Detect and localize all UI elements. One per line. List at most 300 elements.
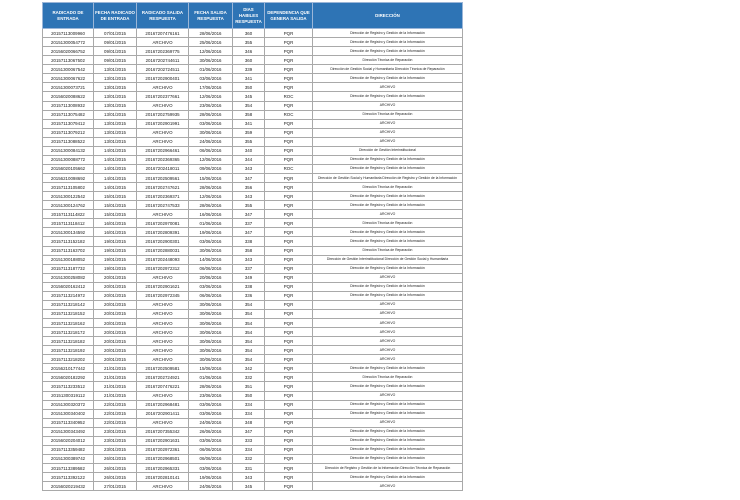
table-row [43, 192, 463, 201]
direccion-cell: ARCHIVO [313, 337, 463, 346]
dias-habiles-cell: 349 [233, 273, 265, 282]
dependencia-cell: PQR [265, 300, 313, 309]
radicado-salida-cell: ARCHIVO [137, 38, 189, 47]
dias-habiles-cell: 343 [233, 473, 265, 482]
radicado-entrada-cell: 20157113187732 [43, 264, 94, 273]
dependencia-cell: PQR [265, 128, 313, 137]
fecha-salida-cell: 30/06/2016 [189, 355, 233, 364]
direccion-cell: ARCHIVO [313, 346, 463, 355]
fecha-salida-cell: 03/06/2016 [189, 119, 233, 128]
table-row [43, 155, 463, 164]
dependencia-cell: PQR [265, 482, 313, 491]
table-row [43, 282, 463, 291]
table-row [43, 454, 463, 463]
dias-habiles-cell: 356 [233, 183, 265, 192]
fecha-entrada-cell: 26/01/2015 [94, 464, 137, 473]
header-fecha-radicado: FECHA RADICADO DE ENTRADA [94, 3, 137, 29]
table-row [43, 210, 463, 219]
table-row [43, 364, 463, 373]
radicado-entrada-cell: 20151300188052 [43, 255, 94, 264]
radicado-entrada-cell: 20157113218202 [43, 355, 94, 364]
table-row [43, 246, 463, 255]
table-row [43, 137, 463, 146]
dias-habiles-cell: 350 [233, 391, 265, 400]
radicado-salida-cell: 20167202968481 [137, 400, 189, 409]
table-row [43, 110, 463, 119]
table-row [43, 337, 463, 346]
fecha-entrada-cell: 16/01/2015 [94, 228, 137, 237]
dias-habiles-cell: 354 [233, 309, 265, 318]
dependencia-cell: ROC [265, 110, 313, 119]
direccion-cell: ARCHIVO [313, 128, 463, 137]
header-fecha-salida: FECHA SALIDA RESPUESTA [189, 3, 233, 29]
direccion-cell: ARCHIVO [313, 119, 463, 128]
radicado-salida-cell: 20167202418011 [137, 164, 189, 173]
fecha-salida-cell: 12/06/2016 [189, 192, 233, 201]
fecha-entrada-cell: 14/01/2015 [94, 174, 137, 183]
radicado-entrada-cell: 20157113009960 [43, 29, 94, 38]
radicado-entrada-cell: 20157113392122 [43, 473, 94, 482]
table-row [43, 47, 463, 56]
radicado-salida-cell: 20167202880031 [137, 246, 189, 255]
table-row [43, 101, 463, 110]
dependencia-cell: PQR [265, 83, 313, 92]
radicado-entrada-cell: 20156020204012 [43, 436, 94, 445]
fecha-entrada-cell: 20/01/2015 [94, 337, 137, 346]
radicado-salida-cell: 20167202901621 [137, 282, 189, 291]
radicado-salida-cell: 20167202968501 [137, 454, 189, 463]
dias-habiles-cell: 334 [233, 409, 265, 418]
radicado-salida-cell: ARCHIVO [137, 355, 189, 364]
radicado-entrada-cell: 20157113079212 [43, 128, 94, 137]
direccion-cell: Dirección de Registro y Gestión de la Información [313, 473, 463, 482]
table-row [43, 400, 463, 409]
table-row [43, 309, 463, 318]
radicado-entrada-cell: 20156210098692 [43, 174, 94, 183]
fecha-entrada-cell: 20/01/2015 [94, 328, 137, 337]
fecha-salida-cell: 03/06/2016 [189, 464, 233, 473]
radicado-salida-cell: 20167202369365 [137, 155, 189, 164]
dependencia-cell: PQR [265, 65, 313, 74]
direccion-cell: Dirección de Registro y Gestión de la Información [313, 92, 463, 101]
fecha-salida-cell: 25/06/2016 [189, 38, 233, 47]
table-row [43, 464, 463, 473]
direccion-cell: ARCHIVO [313, 355, 463, 364]
dependencia-cell: PQR [265, 101, 313, 110]
radicado-salida-cell: 20167207355342 [137, 427, 189, 436]
direccion-cell: Dirección de Registro y Gestión de la Información [313, 445, 463, 454]
radicado-salida-cell: 20167207476161 [137, 29, 189, 38]
radicado-salida-cell: 20167202509581 [137, 364, 189, 373]
radicado-salida-cell: 20167202377661 [137, 92, 189, 101]
table-row [43, 482, 463, 491]
fecha-entrada-cell: 27/01/2015 [94, 482, 137, 491]
radicado-entrada-cell: 20157113218142 [43, 300, 94, 309]
table-row [43, 74, 463, 83]
radicado-entrada-cell: 20157113218162 [43, 319, 94, 328]
radicado-entrada-cell: 20156020066752 [43, 47, 94, 56]
fecha-salida-cell: 19/06/2016 [189, 228, 233, 237]
radicado-salida-cell: ARCHIVO [137, 337, 189, 346]
fecha-salida-cell: 30/06/2016 [189, 319, 233, 328]
table-row [43, 38, 463, 47]
dias-habiles-cell: 347 [233, 427, 265, 436]
direccion-cell: Dirección de Registro y Gestión de la Información [313, 201, 463, 210]
dias-habiles-cell: 360 [233, 56, 265, 65]
dependencia-cell: PQR [265, 155, 313, 164]
direccion-cell: Dirección de Registro y Gestión de la Información Dirección Técnica de Reparación [313, 464, 463, 473]
radicado-entrada-cell: 20157113218172 [43, 328, 94, 337]
dias-habiles-cell: 342 [233, 364, 265, 373]
dependencia-cell: PQR [265, 174, 313, 183]
dependencia-cell: PQR [265, 346, 313, 355]
fecha-salida-cell: 12/06/2016 [189, 92, 233, 101]
direccion-cell: Dirección de Registro y Gestión de la Información [313, 74, 463, 83]
fecha-entrada-cell: 20/01/2015 [94, 346, 137, 355]
table-row [43, 65, 463, 74]
fecha-salida-cell: 24/06/2016 [189, 482, 233, 491]
dependencia-cell: PQR [265, 319, 313, 328]
radicado-salida-cell: 20167202901631 [137, 436, 189, 445]
direccion-cell: Dirección Técnica de Reparación [313, 183, 463, 192]
fecha-salida-cell: 06/06/2016 [189, 291, 233, 300]
dependencia-cell: PQR [265, 137, 313, 146]
radicado-salida-cell: 20167202369371 [137, 192, 189, 201]
dias-habiles-cell: 339 [233, 65, 265, 74]
dias-habiles-cell: 354 [233, 300, 265, 309]
table-row [43, 445, 463, 454]
dias-habiles-cell: 345 [233, 92, 265, 101]
radicado-entrada-cell: 20151300073721 [43, 83, 94, 92]
fecha-salida-cell: 30/06/2016 [189, 328, 233, 337]
fecha-salida-cell: 26/06/2016 [189, 427, 233, 436]
fecha-entrada-cell: 13/01/2015 [94, 65, 137, 74]
fecha-entrada-cell: 22/01/2015 [94, 400, 137, 409]
fecha-salida-cell: 24/06/2016 [189, 418, 233, 427]
fecha-salida-cell: 30/06/2016 [189, 128, 233, 137]
dependencia-cell: ROC [265, 92, 313, 101]
fecha-salida-cell: 30/06/2016 [189, 337, 233, 346]
fecha-entrada-cell: 26/01/2015 [94, 473, 137, 482]
dias-habiles-cell: 343 [233, 255, 265, 264]
direccion-cell: Dirección de Registro y Gestión de la Información [313, 364, 463, 373]
dependencia-cell: PQR [265, 219, 313, 228]
fecha-salida-cell: 28/06/2016 [189, 110, 233, 119]
table-row [43, 83, 463, 92]
radicado-salida-cell: ARCHIVO [137, 482, 189, 491]
table-row [43, 382, 463, 391]
radicado-salida-cell: 20167202744611 [137, 56, 189, 65]
table-row [43, 409, 463, 418]
table-header [43, 3, 463, 29]
radicado-entrada-cell: 20151300134592 [43, 228, 94, 237]
dependencia-cell: PQR [265, 183, 313, 192]
fecha-entrada-cell: 19/01/2015 [94, 237, 137, 246]
radicado-entrada-cell: 20157113067502 [43, 56, 94, 65]
dependencia-cell: PQR [265, 282, 313, 291]
fecha-salida-cell: 06/06/2016 [189, 264, 233, 273]
radicado-salida-cell: 20167202901991 [137, 119, 189, 128]
table-row [43, 228, 463, 237]
table-row [43, 92, 463, 101]
fecha-salida-cell: 01/06/2016 [189, 65, 233, 74]
radicado-salida-cell: 20167202509561 [137, 174, 189, 183]
radicado-entrada-cell: 20151300122542 [43, 192, 94, 201]
dias-habiles-cell: 344 [233, 155, 265, 164]
direccion-cell: Dirección de Registro y Gestión de la Información [313, 155, 463, 164]
fecha-salida-cell: 15/06/2016 [189, 174, 233, 183]
dias-habiles-cell: 338 [233, 282, 265, 291]
fecha-entrada-cell: 09/01/2015 [94, 56, 137, 65]
radicado-entrada-cell: 20157113114822 [43, 210, 94, 219]
dias-habiles-cell: 333 [233, 436, 265, 445]
dias-habiles-cell: 340 [233, 146, 265, 155]
fecha-salida-cell: 03/06/2016 [189, 436, 233, 445]
radicado-salida-cell: 20167202970081 [137, 219, 189, 228]
radicado-entrada-cell: 20151300343492 [43, 427, 94, 436]
direccion-cell: Dirección de Registro y Gestión de la Información [313, 264, 463, 273]
table-row [43, 255, 463, 264]
dias-habiles-cell: 347 [233, 228, 265, 237]
fecha-entrada-cell: 13/01/2015 [94, 83, 137, 92]
dependencia-cell: PQR [265, 228, 313, 237]
dias-habiles-cell: 341 [233, 119, 265, 128]
fecha-entrada-cell: 13/01/2015 [94, 119, 137, 128]
fecha-entrada-cell: 13/01/2015 [94, 137, 137, 146]
fecha-salida-cell: 19/06/2016 [189, 473, 233, 482]
radicado-entrada-cell: 20156020182292 [43, 373, 94, 382]
table-row [43, 128, 463, 137]
dias-habiles-cell: 354 [233, 355, 265, 364]
radicado-salida-cell: ARCHIVO [137, 391, 189, 400]
direccion-cell: Dirección de Registro y Gestión de la Información [313, 47, 463, 56]
fecha-entrada-cell: 14/01/2015 [94, 146, 137, 155]
fecha-entrada-cell: 23/01/2015 [94, 445, 137, 454]
dependencia-cell: PQR [265, 373, 313, 382]
radicado-entrada-cell: 20157113079412 [43, 119, 94, 128]
radicado-entrada-cell: 20151300389742 [43, 454, 94, 463]
dias-habiles-cell: 337 [233, 219, 265, 228]
radicado-salida-cell: ARCHIVO [137, 210, 189, 219]
dependencia-cell: PQR [265, 273, 313, 282]
dias-habiles-cell: 331 [233, 464, 265, 473]
direccion-cell: ARCHIVO [313, 391, 463, 400]
radicado-salida-cell: ARCHIVO [137, 83, 189, 92]
direccion-cell: Dirección de Registro y Gestión de la Información [313, 192, 463, 201]
direccion-cell: Dirección Técnica de Reparación [313, 56, 463, 65]
fecha-salida-cell: 03/06/2016 [189, 237, 233, 246]
fecha-entrada-cell: 14/01/2015 [94, 183, 137, 192]
radicado-entrada-cell: 20156210177442 [43, 364, 94, 373]
direccion-cell: ARCHIVO [313, 273, 463, 282]
table-row [43, 291, 463, 300]
fecha-entrada-cell: 23/01/2015 [94, 436, 137, 445]
fecha-entrada-cell: 21/01/2015 [94, 364, 137, 373]
radicado-entrada-cell: 20157113008932 [43, 101, 94, 110]
fecha-entrada-cell: 13/01/2015 [94, 92, 137, 101]
fecha-entrada-cell: 15/01/2015 [94, 201, 137, 210]
fecha-salida-cell: 01/06/2016 [189, 219, 233, 228]
fecha-entrada-cell: 20/01/2015 [94, 273, 137, 282]
radicado-entrada-cell: 20151300340402 [43, 409, 94, 418]
header-radicado-entrada: RADICADO DE ENTRADA [43, 3, 94, 29]
table-row [43, 418, 463, 427]
radicado-entrada-cell: 20157113075482 [43, 110, 94, 119]
dependencia-cell: PQR [265, 436, 313, 445]
fecha-entrada-cell: 26/01/2015 [94, 454, 137, 463]
dias-habiles-cell: 351 [233, 382, 265, 391]
direccion-cell: Dirección de Registro y Gestión de la Información [313, 454, 463, 463]
direccion-cell: ARCHIVO [313, 83, 463, 92]
direccion-cell: Dirección de Registro y Gestión de la Información [313, 282, 463, 291]
table-row [43, 237, 463, 246]
radicado-salida-cell: ARCHIVO [137, 418, 189, 427]
dependencia-cell: PQR [265, 364, 313, 373]
fecha-salida-cell: 14/06/2016 [189, 255, 233, 264]
dependencia-cell: PQR [265, 400, 313, 409]
dias-habiles-cell: 345 [233, 482, 265, 491]
fecha-salida-cell: 06/06/2016 [189, 454, 233, 463]
dias-habiles-cell: 338 [233, 237, 265, 246]
radicado-entrada-cell: 20151300067622 [43, 74, 94, 83]
fecha-salida-cell: 30/06/2016 [189, 300, 233, 309]
direccion-cell: ARCHIVO [313, 418, 463, 427]
direccion-cell: Dirección de Registro y Gestión de la Información [313, 38, 463, 47]
radicado-entrada-cell: 20151300320372 [43, 400, 94, 409]
dias-habiles-cell: 347 [233, 174, 265, 183]
table-row [43, 391, 463, 400]
fecha-entrada-cell: 15/01/2015 [94, 192, 137, 201]
fecha-salida-cell: 23/06/2016 [189, 391, 233, 400]
direccion-cell: Dirección de Gestión Social y Humanitaria Dirección Técnica de Reparación [313, 65, 463, 74]
report-sheet [42, 2, 462, 491]
fecha-entrada-cell: 22/01/2015 [94, 418, 137, 427]
fecha-entrada-cell: 13/01/2015 [94, 74, 137, 83]
direccion-cell: ARCHIVO [313, 101, 463, 110]
radicado-entrada-cell: 20157113218192 [43, 346, 94, 355]
dependencia-cell: PQR [265, 454, 313, 463]
radicado-entrada-cell: 20157113218152 [43, 309, 94, 318]
table-row [43, 319, 463, 328]
dependencia-cell: PQR [265, 201, 313, 210]
dependencia-cell: PQR [265, 74, 313, 83]
fecha-entrada-cell: 20/01/2015 [94, 300, 137, 309]
dias-habiles-cell: 332 [233, 373, 265, 382]
fecha-entrada-cell: 14/01/2015 [94, 164, 137, 173]
fecha-salida-cell: 28/06/2016 [189, 183, 233, 192]
header-row [43, 3, 463, 29]
radicado-entrada-cell: 20156020162412 [43, 282, 94, 291]
dependencia-cell: PQR [265, 337, 313, 346]
radicado-salida-cell: 20167207476221 [137, 382, 189, 391]
dependencia-cell: ROC [265, 164, 313, 173]
dependencia-cell: PQR [265, 328, 313, 337]
fecha-salida-cell: 09/06/2016 [189, 164, 233, 173]
fecha-entrada-cell: 20/01/2015 [94, 291, 137, 300]
dependencia-cell: PQR [265, 192, 313, 201]
radicado-entrada-cell: 20151300319112 [43, 391, 94, 400]
dependencia-cell: PQR [265, 309, 313, 318]
fecha-entrada-cell: 19/01/2015 [94, 264, 137, 273]
direccion-cell: ARCHIVO [313, 328, 463, 337]
fecha-salida-cell: 23/06/2016 [189, 101, 233, 110]
dias-habiles-cell: 343 [233, 192, 265, 201]
direccion-cell: Dirección de Registro y Gestión de la Información [313, 237, 463, 246]
radicado-salida-cell: 20167202972361 [137, 445, 189, 454]
table-row [43, 183, 463, 192]
radicado-salida-cell: 20167202810141 [137, 473, 189, 482]
radicado-salida-cell: ARCHIVO [137, 328, 189, 337]
fecha-salida-cell: 17/06/2016 [189, 83, 233, 92]
dependencia-cell: PQR [265, 418, 313, 427]
fecha-entrada-cell: 09/01/2015 [94, 47, 137, 56]
dependencia-cell: PQR [265, 473, 313, 482]
radicado-entrada-cell: 20151300088772 [43, 155, 94, 164]
radicado-salida-cell: 20167202900401 [137, 74, 189, 83]
dias-habiles-cell: 337 [233, 264, 265, 273]
fecha-salida-cell: 03/06/2016 [189, 74, 233, 83]
direccion-cell: ARCHIVO [313, 319, 463, 328]
dias-habiles-cell: 343 [233, 164, 265, 173]
fecha-entrada-cell: 21/01/2015 [94, 391, 137, 400]
table-row [43, 436, 463, 445]
direccion-cell: Dirección de Registro y Gestión de la Información [313, 382, 463, 391]
radicado-entrada-cell: 20157113218182 [43, 337, 94, 346]
radicado-entrada-cell: 20157113214972 [43, 291, 94, 300]
fecha-entrada-cell: 13/01/2015 [94, 110, 137, 119]
radicado-salida-cell: 20167202900301 [137, 237, 189, 246]
table-row [43, 373, 463, 382]
dias-habiles-cell: 341 [233, 74, 265, 83]
dias-habiles-cell: 346 [233, 47, 265, 56]
radicado-salida-cell: 20167202369775 [137, 47, 189, 56]
direccion-cell: Dirección de Gestión Social y Humanitaria Dirección de Registro y Gestión de la Información [313, 174, 463, 183]
fecha-salida-cell: 20/06/2016 [189, 273, 233, 282]
dependencia-cell: PQR [265, 47, 313, 56]
radicado-salida-cell: 20167202972345 [137, 291, 189, 300]
fecha-salida-cell: 01/06/2016 [189, 373, 233, 382]
radicado-salida-cell: 20167202901411 [137, 409, 189, 418]
fecha-salida-cell: 28/06/2016 [189, 29, 233, 38]
table-row [43, 300, 463, 309]
direccion-cell: Dirección de Registro y Gestión de la Información [313, 409, 463, 418]
direccion-cell: Dirección de Registro y Gestión de la Información [313, 228, 463, 237]
fecha-entrada-cell: 23/01/2015 [94, 427, 137, 436]
dias-habiles-cell: 355 [233, 137, 265, 146]
fecha-entrada-cell: 20/01/2015 [94, 282, 137, 291]
header-radicado-salida: RADICADO SALIDA RESPUESTA [137, 3, 189, 29]
dias-habiles-cell: 347 [233, 210, 265, 219]
dias-habiles-cell: 355 [233, 201, 265, 210]
radicados-table [42, 2, 463, 491]
radicado-salida-cell: 20167202965331 [137, 464, 189, 473]
direccion-cell: Dirección de Registro y Gestión de la Información [313, 29, 463, 38]
direccion-cell: Dirección de Registro y Gestión de la Información [313, 427, 463, 436]
direccion-cell: ARCHIVO [313, 309, 463, 318]
fecha-salida-cell: 12/06/2016 [189, 155, 233, 164]
radicado-salida-cell: 20167202759935 [137, 110, 189, 119]
radicado-entrada-cell: 20157113118412 [43, 219, 94, 228]
dependencia-cell: PQR [265, 291, 313, 300]
table-body [43, 29, 463, 491]
table-row [43, 174, 463, 183]
table-row [43, 273, 463, 282]
fecha-salida-cell: 30/06/2016 [189, 309, 233, 318]
table-row [43, 328, 463, 337]
direccion-cell: Dirección de Registro y Gestión de la Información [313, 436, 463, 445]
radicado-entrada-cell: 20157113340952 [43, 418, 94, 427]
radicado-entrada-cell: 20151300054772 [43, 38, 94, 47]
